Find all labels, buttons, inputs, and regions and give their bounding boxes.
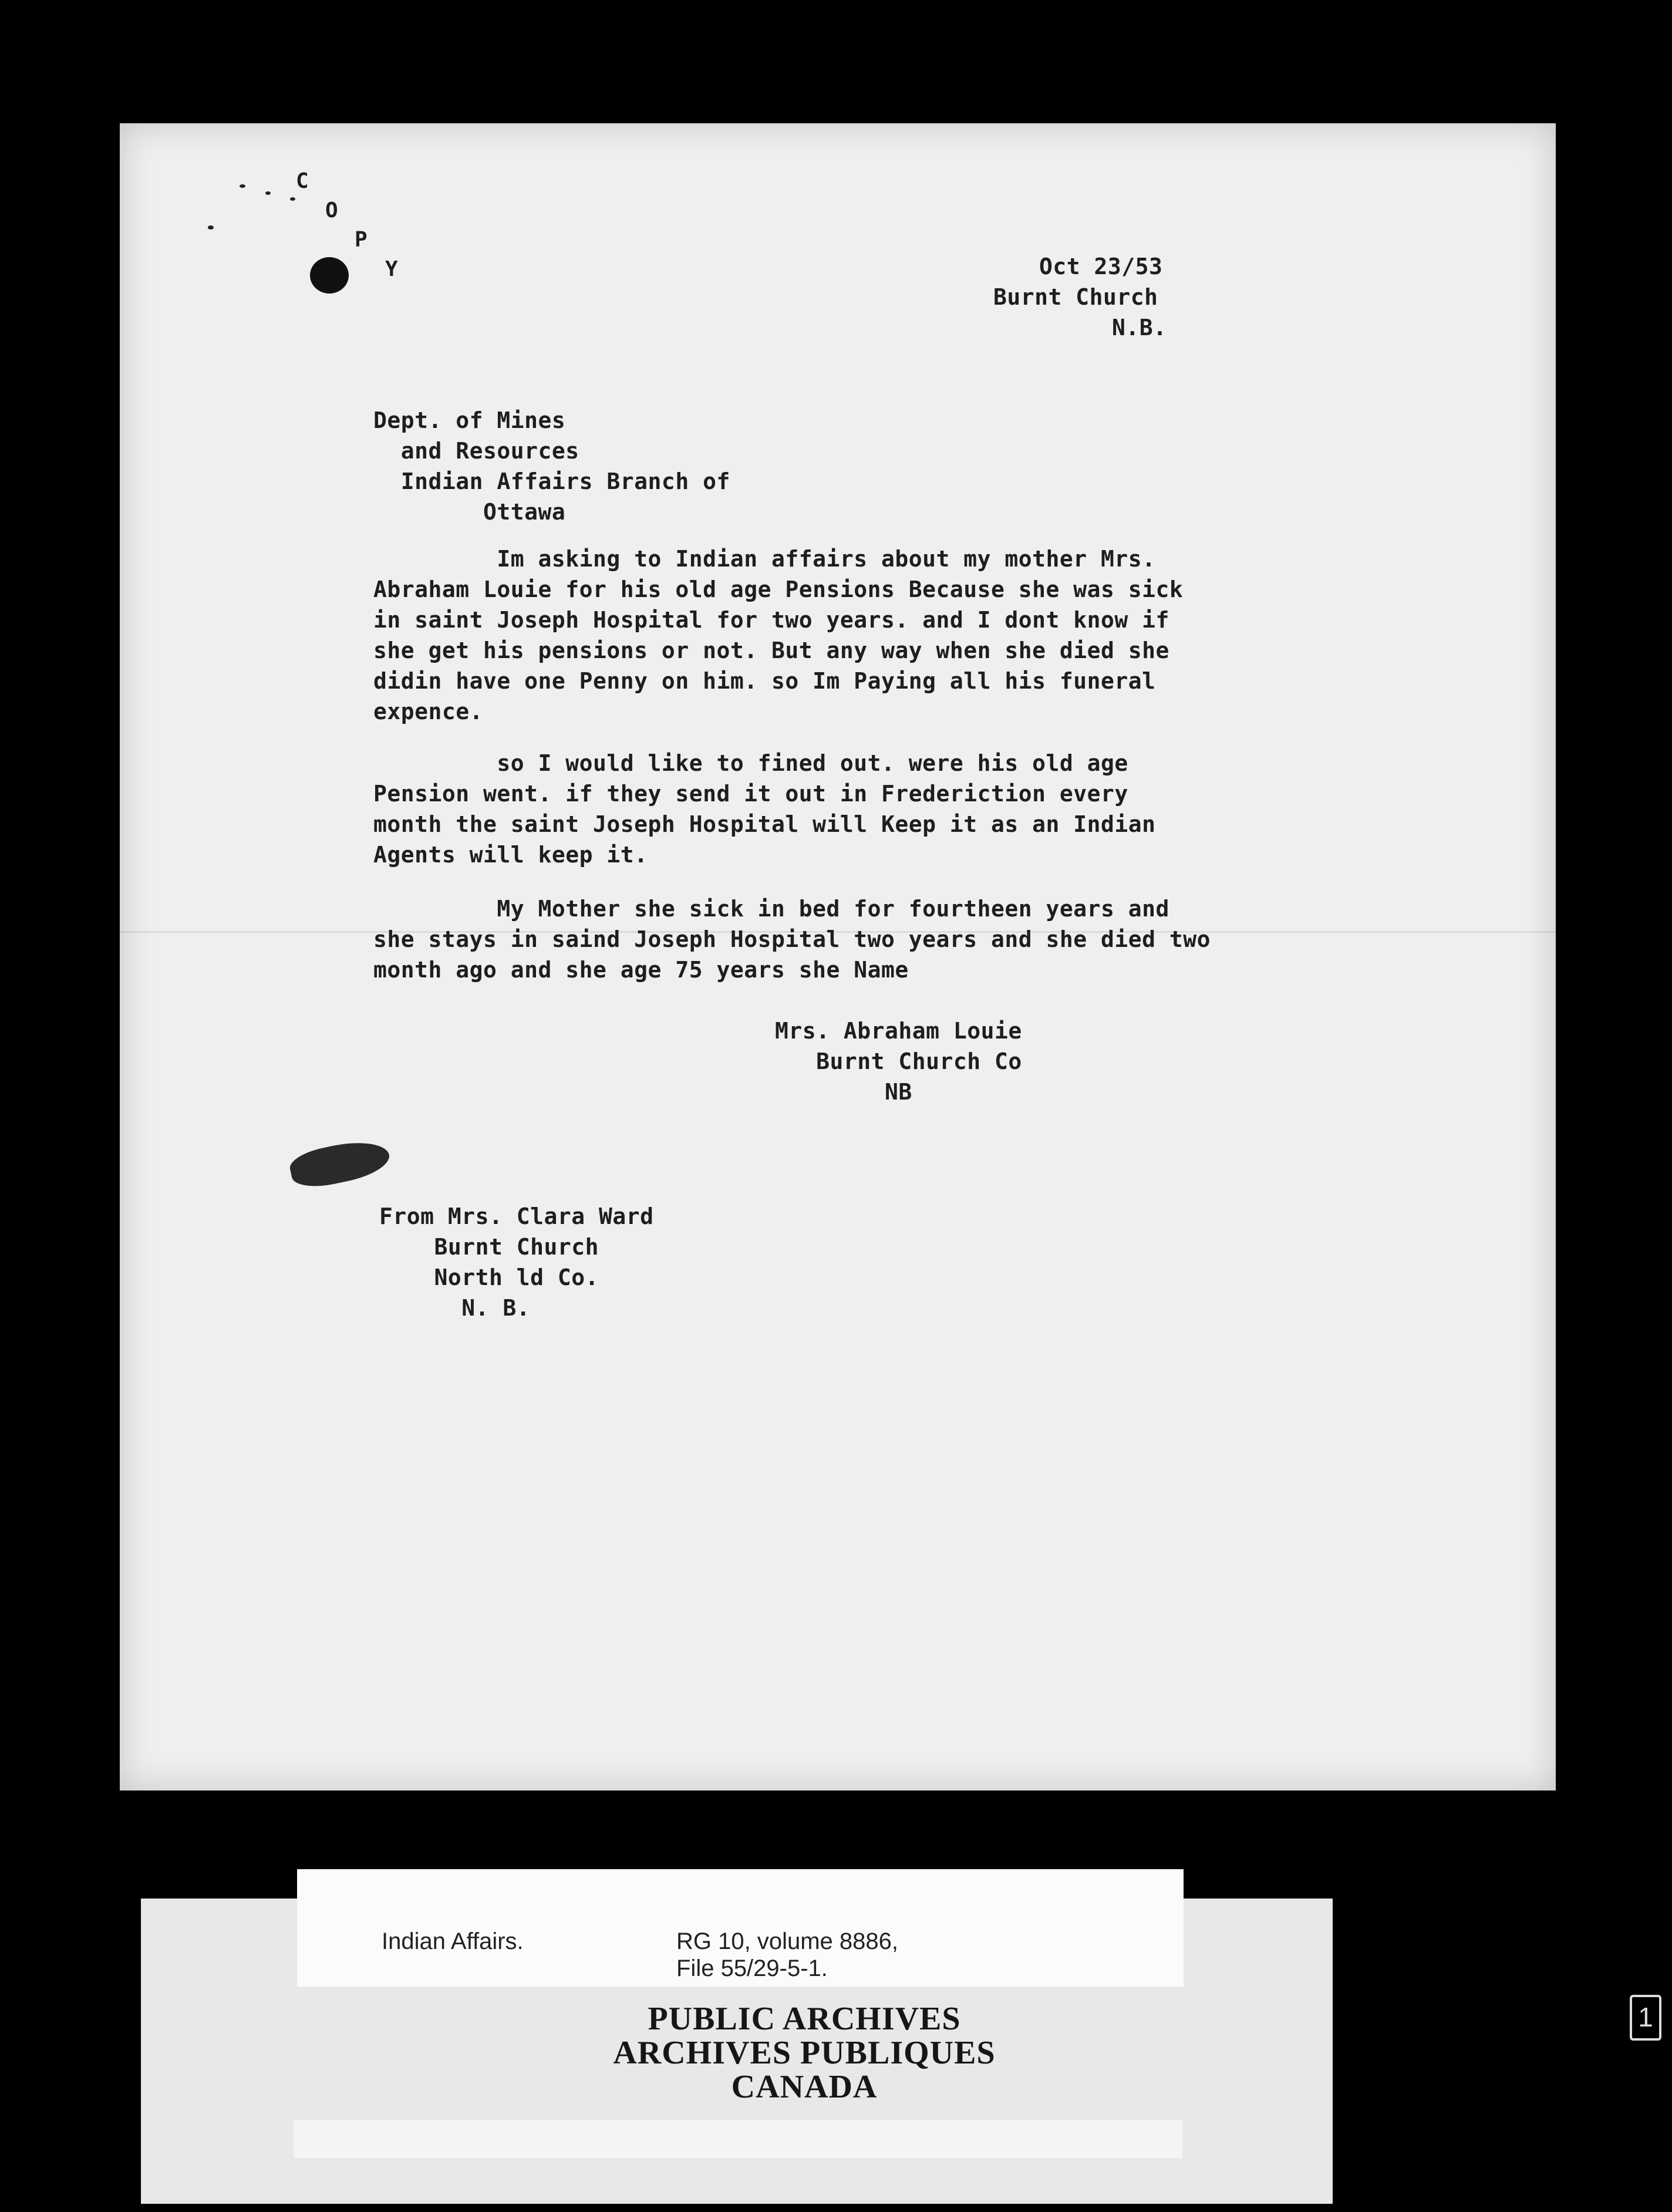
archives-english: PUBLIC ARCHIVES: [648, 2001, 961, 2037]
ink-speck: [208, 225, 214, 230]
recipient-line: Dept. of Mines: [373, 407, 566, 433]
archive-label: [297, 1869, 1184, 1987]
frame-number: 1: [1630, 1995, 1661, 2041]
body-line: expence.: [373, 699, 484, 724]
letter-province: N.B.: [1112, 315, 1167, 340]
letter-place: Burnt Church: [993, 284, 1158, 310]
recipient-line: Indian Affairs Branch of: [373, 468, 730, 494]
copy-stamp-y: Y: [385, 257, 398, 281]
body-line: didin have one Penny on him. so Im Paying all his funeral: [373, 668, 1156, 694]
body-line: My Mother she sick in bed for fourtheen years and: [373, 896, 1169, 922]
copy-stamp-p: P: [355, 228, 368, 252]
body-line: Pension went. if they send it out in Frederiction every: [373, 781, 1128, 807]
body-line: Im asking to Indian affairs about my mother Mrs.: [373, 546, 1156, 572]
body-line: Abraham Louie for his old age Pensions Because she was sick: [373, 576, 1184, 602]
label-department: Indian Affairs.: [382, 1928, 524, 1954]
ink-smear: [287, 1135, 393, 1192]
label-file: File 55/29-5-1.: [676, 1955, 828, 1981]
archives-french: ARCHIVES PUBLIQUES: [613, 2035, 996, 2071]
ink-speck: [290, 197, 295, 201]
label-bottom-strip: [294, 2120, 1182, 2158]
ink-speck: [240, 184, 245, 188]
body-line: so I would like to fined out. were his old age: [373, 750, 1128, 776]
body-line: month ago and she age 75 years she Name: [373, 957, 909, 983]
recipient-line: and Resources: [373, 438, 579, 464]
sender-line: From Mrs. Clara Ward: [379, 1203, 654, 1229]
ink-speck: [265, 191, 271, 195]
body-line: she stays in saind Joseph Hospital two years and she died two: [373, 926, 1211, 952]
letter-date: Oct 23/53: [1039, 254, 1163, 279]
body-line: month the saint Joseph Hospital will Keep it as an Indian: [373, 811, 1156, 837]
sender-line: Burnt Church: [379, 1234, 599, 1260]
body-line: Agents will keep it.: [373, 842, 648, 868]
name-line: Mrs. Abraham Louie: [775, 1018, 1022, 1044]
archives-country: CANADA: [731, 2069, 878, 2105]
label-reference: RG 10, volume 8886,: [676, 1928, 898, 1954]
sender-line: N. B.: [379, 1295, 531, 1321]
sender-line: North ld Co.: [379, 1265, 599, 1290]
copy-stamp-o: O: [325, 198, 338, 222]
copy-stamp-c: C: [296, 169, 309, 193]
ink-blot: [310, 257, 349, 294]
name-line: Burnt Church Co: [775, 1048, 1022, 1074]
body-line: in saint Joseph Hospital for two years. and I dont know if: [373, 607, 1169, 633]
name-line: NB: [775, 1079, 912, 1105]
body-line: she get his pensions or not. But any way when she died she: [373, 638, 1169, 663]
archives-stamp: [411, 2002, 1198, 2119]
letter-page: [120, 123, 1556, 1790]
recipient-line: Ottawa: [373, 499, 566, 525]
